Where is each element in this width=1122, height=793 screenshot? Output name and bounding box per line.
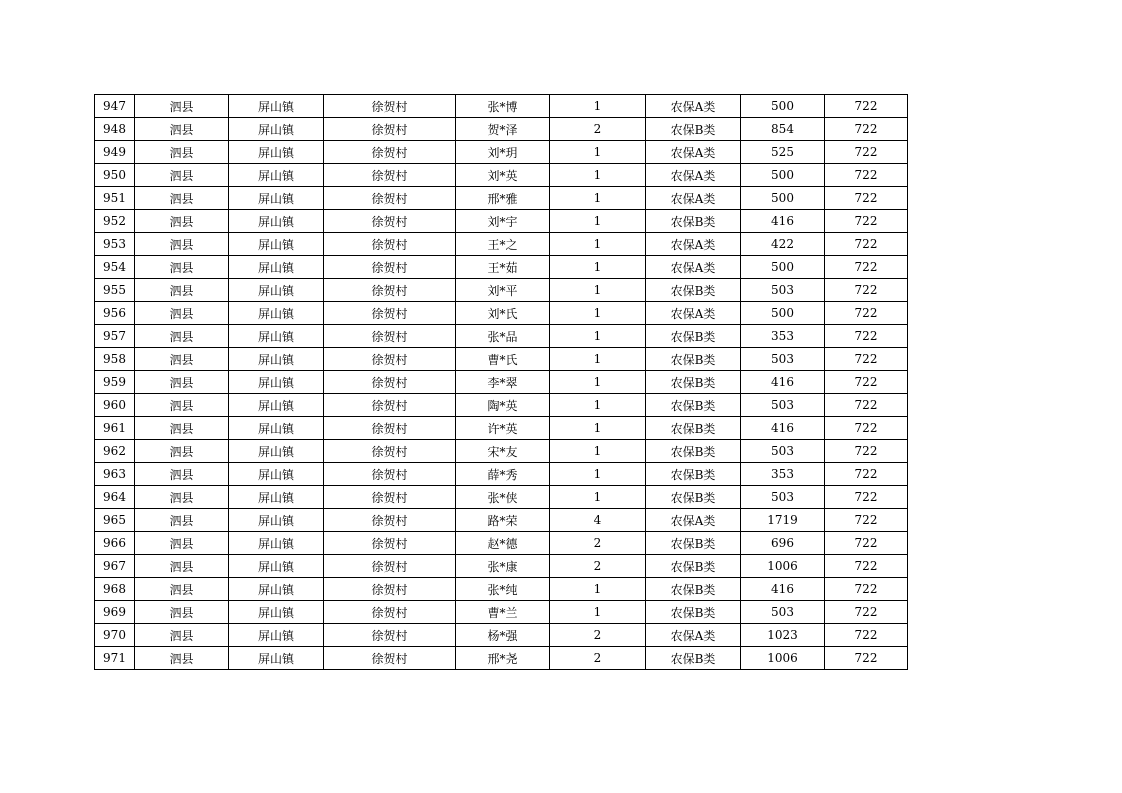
village-cell: 徐贺村 — [324, 440, 456, 463]
table-row — [95, 624, 908, 647]
county-cell: 泗县 — [135, 210, 229, 233]
county-cell: 泗县 — [135, 371, 229, 394]
village-cell: 徐贺村 — [324, 463, 456, 486]
table-row — [95, 532, 908, 555]
household-size-cell: 2 — [550, 647, 646, 670]
amount-cell: 500 — [741, 95, 825, 118]
amount-cell: 500 — [741, 302, 825, 325]
standard-cell: 722 — [825, 578, 908, 601]
insurance-type-cell: 农保B类 — [646, 463, 741, 486]
town-cell: 屏山镇 — [229, 279, 324, 302]
county-cell: 泗县 — [135, 302, 229, 325]
amount-cell: 500 — [741, 187, 825, 210]
amount-cell: 353 — [741, 463, 825, 486]
table-row — [95, 394, 908, 417]
county-cell: 泗县 — [135, 279, 229, 302]
standard-cell: 722 — [825, 187, 908, 210]
amount-cell: 1023 — [741, 624, 825, 647]
household-size-cell: 2 — [550, 118, 646, 141]
roster-table — [94, 94, 908, 670]
row-number-cell: 951 — [95, 187, 135, 210]
amount-cell: 696 — [741, 532, 825, 555]
insurance-type-cell: 农保B类 — [646, 555, 741, 578]
standard-cell: 722 — [825, 302, 908, 325]
standard-cell: 722 — [825, 371, 908, 394]
town-cell: 屏山镇 — [229, 578, 324, 601]
county-cell: 泗县 — [135, 601, 229, 624]
county-cell: 泗县 — [135, 624, 229, 647]
town-cell: 屏山镇 — [229, 256, 324, 279]
row-number-cell: 962 — [95, 440, 135, 463]
household-size-cell: 1 — [550, 164, 646, 187]
insurance-type-cell: 农保B类 — [646, 578, 741, 601]
town-cell: 屏山镇 — [229, 187, 324, 210]
insurance-type-cell: 农保B类 — [646, 279, 741, 302]
insurance-type-cell: 农保B类 — [646, 440, 741, 463]
insurance-type-cell: 农保B类 — [646, 394, 741, 417]
town-cell: 屏山镇 — [229, 233, 324, 256]
name-cell: 张*康 — [456, 555, 550, 578]
village-cell: 徐贺村 — [324, 555, 456, 578]
village-cell: 徐贺村 — [324, 647, 456, 670]
town-cell: 屏山镇 — [229, 164, 324, 187]
town-cell: 屏山镇 — [229, 532, 324, 555]
name-cell: 张*博 — [456, 95, 550, 118]
amount-cell: 503 — [741, 279, 825, 302]
name-cell: 王*之 — [456, 233, 550, 256]
standard-cell: 722 — [825, 555, 908, 578]
table-row — [95, 164, 908, 187]
village-cell: 徐贺村 — [324, 95, 456, 118]
name-cell: 刘*氏 — [456, 302, 550, 325]
village-cell: 徐贺村 — [324, 417, 456, 440]
insurance-type-cell: 农保A类 — [646, 302, 741, 325]
household-size-cell: 1 — [550, 187, 646, 210]
household-size-cell: 4 — [550, 509, 646, 532]
table-row — [95, 95, 908, 118]
household-size-cell: 1 — [550, 302, 646, 325]
table-row — [95, 647, 908, 670]
table-row — [95, 578, 908, 601]
county-cell: 泗县 — [135, 95, 229, 118]
amount-cell: 503 — [741, 394, 825, 417]
county-cell: 泗县 — [135, 509, 229, 532]
household-size-cell: 1 — [550, 601, 646, 624]
row-number-cell: 956 — [95, 302, 135, 325]
row-number-cell: 963 — [95, 463, 135, 486]
household-size-cell: 1 — [550, 578, 646, 601]
county-cell: 泗县 — [135, 141, 229, 164]
village-cell: 徐贺村 — [324, 532, 456, 555]
household-size-cell: 1 — [550, 279, 646, 302]
amount-cell: 503 — [741, 601, 825, 624]
village-cell: 徐贺村 — [324, 394, 456, 417]
household-size-cell: 2 — [550, 624, 646, 647]
table-row — [95, 555, 908, 578]
village-cell: 徐贺村 — [324, 141, 456, 164]
name-cell: 王*茹 — [456, 256, 550, 279]
standard-cell: 722 — [825, 348, 908, 371]
table-row — [95, 509, 908, 532]
household-size-cell: 1 — [550, 141, 646, 164]
county-cell: 泗县 — [135, 256, 229, 279]
amount-cell: 503 — [741, 348, 825, 371]
county-cell: 泗县 — [135, 463, 229, 486]
standard-cell: 722 — [825, 210, 908, 233]
village-cell: 徐贺村 — [324, 601, 456, 624]
name-cell: 张*侠 — [456, 486, 550, 509]
row-number-cell: 952 — [95, 210, 135, 233]
insurance-type-cell: 农保B类 — [646, 210, 741, 233]
table-row — [95, 463, 908, 486]
table-row — [95, 371, 908, 394]
village-cell: 徐贺村 — [324, 578, 456, 601]
household-size-cell: 1 — [550, 325, 646, 348]
county-cell: 泗县 — [135, 325, 229, 348]
town-cell: 屏山镇 — [229, 302, 324, 325]
town-cell: 屏山镇 — [229, 394, 324, 417]
insurance-type-cell: 农保A类 — [646, 164, 741, 187]
insurance-type-cell: 农保B类 — [646, 325, 741, 348]
standard-cell: 722 — [825, 394, 908, 417]
insurance-type-cell: 农保B类 — [646, 532, 741, 555]
town-cell: 屏山镇 — [229, 95, 324, 118]
insurance-type-cell: 农保B类 — [646, 486, 741, 509]
amount-cell: 416 — [741, 371, 825, 394]
row-number-cell: 966 — [95, 532, 135, 555]
household-size-cell: 1 — [550, 486, 646, 509]
name-cell: 刘*英 — [456, 164, 550, 187]
row-number-cell: 971 — [95, 647, 135, 670]
insurance-type-cell: 农保A类 — [646, 624, 741, 647]
name-cell: 许*英 — [456, 417, 550, 440]
name-cell: 赵*德 — [456, 532, 550, 555]
town-cell: 屏山镇 — [229, 555, 324, 578]
insurance-type-cell: 农保A类 — [646, 256, 741, 279]
amount-cell: 503 — [741, 440, 825, 463]
table-row — [95, 302, 908, 325]
town-cell: 屏山镇 — [229, 647, 324, 670]
table-row — [95, 417, 908, 440]
table-row — [95, 440, 908, 463]
table-row — [95, 210, 908, 233]
row-number-cell: 970 — [95, 624, 135, 647]
county-cell: 泗县 — [135, 164, 229, 187]
standard-cell: 722 — [825, 509, 908, 532]
town-cell: 屏山镇 — [229, 141, 324, 164]
insurance-type-cell: 农保A类 — [646, 95, 741, 118]
roster-table-container — [94, 94, 908, 670]
table-row — [95, 118, 908, 141]
table-row — [95, 256, 908, 279]
amount-cell: 854 — [741, 118, 825, 141]
village-cell: 徐贺村 — [324, 118, 456, 141]
row-number-cell: 953 — [95, 233, 135, 256]
name-cell: 刘*宇 — [456, 210, 550, 233]
standard-cell: 722 — [825, 440, 908, 463]
village-cell: 徐贺村 — [324, 325, 456, 348]
row-number-cell: 947 — [95, 95, 135, 118]
village-cell: 徐贺村 — [324, 187, 456, 210]
village-cell: 徐贺村 — [324, 210, 456, 233]
row-number-cell: 967 — [95, 555, 135, 578]
household-size-cell: 1 — [550, 440, 646, 463]
row-number-cell: 969 — [95, 601, 135, 624]
name-cell: 曹*兰 — [456, 601, 550, 624]
county-cell: 泗县 — [135, 187, 229, 210]
insurance-type-cell: 农保B类 — [646, 118, 741, 141]
table-row — [95, 141, 908, 164]
name-cell: 贺*泽 — [456, 118, 550, 141]
standard-cell: 722 — [825, 95, 908, 118]
county-cell: 泗县 — [135, 118, 229, 141]
name-cell: 路*荣 — [456, 509, 550, 532]
amount-cell: 422 — [741, 233, 825, 256]
row-number-cell: 958 — [95, 348, 135, 371]
row-number-cell: 968 — [95, 578, 135, 601]
amount-cell: 1006 — [741, 647, 825, 670]
county-cell: 泗县 — [135, 578, 229, 601]
village-cell: 徐贺村 — [324, 371, 456, 394]
name-cell: 邢*尧 — [456, 647, 550, 670]
table-body — [95, 95, 908, 670]
insurance-type-cell: 农保A类 — [646, 187, 741, 210]
table-row — [95, 325, 908, 348]
name-cell: 刘*玥 — [456, 141, 550, 164]
insurance-type-cell: 农保B类 — [646, 348, 741, 371]
household-size-cell: 1 — [550, 233, 646, 256]
household-size-cell: 2 — [550, 532, 646, 555]
town-cell: 屏山镇 — [229, 440, 324, 463]
insurance-type-cell: 农保B类 — [646, 601, 741, 624]
household-size-cell: 1 — [550, 95, 646, 118]
standard-cell: 722 — [825, 601, 908, 624]
table-row — [95, 486, 908, 509]
household-size-cell: 1 — [550, 256, 646, 279]
row-number-cell: 954 — [95, 256, 135, 279]
standard-cell: 722 — [825, 325, 908, 348]
row-number-cell: 961 — [95, 417, 135, 440]
town-cell: 屏山镇 — [229, 417, 324, 440]
insurance-type-cell: 农保A类 — [646, 141, 741, 164]
table-row — [95, 233, 908, 256]
village-cell: 徐贺村 — [324, 233, 456, 256]
insurance-type-cell: 农保B类 — [646, 647, 741, 670]
amount-cell: 416 — [741, 417, 825, 440]
name-cell: 刘*平 — [456, 279, 550, 302]
amount-cell: 500 — [741, 164, 825, 187]
household-size-cell: 1 — [550, 210, 646, 233]
town-cell: 屏山镇 — [229, 509, 324, 532]
amount-cell: 525 — [741, 141, 825, 164]
insurance-type-cell: 农保B类 — [646, 371, 741, 394]
row-number-cell: 960 — [95, 394, 135, 417]
standard-cell: 722 — [825, 486, 908, 509]
name-cell: 杨*强 — [456, 624, 550, 647]
row-number-cell: 964 — [95, 486, 135, 509]
village-cell: 徐贺村 — [324, 256, 456, 279]
name-cell: 李*翠 — [456, 371, 550, 394]
amount-cell: 353 — [741, 325, 825, 348]
county-cell: 泗县 — [135, 532, 229, 555]
village-cell: 徐贺村 — [324, 279, 456, 302]
standard-cell: 722 — [825, 118, 908, 141]
row-number-cell: 965 — [95, 509, 135, 532]
county-cell: 泗县 — [135, 486, 229, 509]
row-number-cell: 957 — [95, 325, 135, 348]
row-number-cell: 949 — [95, 141, 135, 164]
household-size-cell: 1 — [550, 463, 646, 486]
town-cell: 屏山镇 — [229, 325, 324, 348]
table-row — [95, 601, 908, 624]
name-cell: 张*纯 — [456, 578, 550, 601]
village-cell: 徐贺村 — [324, 348, 456, 371]
town-cell: 屏山镇 — [229, 463, 324, 486]
standard-cell: 722 — [825, 256, 908, 279]
name-cell: 邢*雅 — [456, 187, 550, 210]
name-cell: 薛*秀 — [456, 463, 550, 486]
household-size-cell: 1 — [550, 394, 646, 417]
village-cell: 徐贺村 — [324, 302, 456, 325]
standard-cell: 722 — [825, 141, 908, 164]
county-cell: 泗县 — [135, 348, 229, 371]
town-cell: 屏山镇 — [229, 118, 324, 141]
standard-cell: 722 — [825, 279, 908, 302]
town-cell: 屏山镇 — [229, 210, 324, 233]
name-cell: 张*品 — [456, 325, 550, 348]
county-cell: 泗县 — [135, 647, 229, 670]
standard-cell: 722 — [825, 647, 908, 670]
standard-cell: 722 — [825, 233, 908, 256]
amount-cell: 500 — [741, 256, 825, 279]
standard-cell: 722 — [825, 463, 908, 486]
county-cell: 泗县 — [135, 440, 229, 463]
household-size-cell: 2 — [550, 555, 646, 578]
village-cell: 徐贺村 — [324, 624, 456, 647]
village-cell: 徐贺村 — [324, 164, 456, 187]
amount-cell: 503 — [741, 486, 825, 509]
table-row — [95, 279, 908, 302]
town-cell: 屏山镇 — [229, 601, 324, 624]
row-number-cell: 950 — [95, 164, 135, 187]
insurance-type-cell: 农保A类 — [646, 509, 741, 532]
name-cell: 曹*氏 — [456, 348, 550, 371]
name-cell: 宋*友 — [456, 440, 550, 463]
standard-cell: 722 — [825, 417, 908, 440]
row-number-cell: 959 — [95, 371, 135, 394]
amount-cell: 416 — [741, 210, 825, 233]
county-cell: 泗县 — [135, 233, 229, 256]
town-cell: 屏山镇 — [229, 348, 324, 371]
town-cell: 屏山镇 — [229, 486, 324, 509]
county-cell: 泗县 — [135, 555, 229, 578]
county-cell: 泗县 — [135, 417, 229, 440]
town-cell: 屏山镇 — [229, 371, 324, 394]
insurance-type-cell: 农保B类 — [646, 417, 741, 440]
table-row — [95, 187, 908, 210]
town-cell: 屏山镇 — [229, 624, 324, 647]
household-size-cell: 1 — [550, 348, 646, 371]
insurance-type-cell: 农保A类 — [646, 233, 741, 256]
village-cell: 徐贺村 — [324, 509, 456, 532]
amount-cell: 1719 — [741, 509, 825, 532]
amount-cell: 416 — [741, 578, 825, 601]
standard-cell: 722 — [825, 532, 908, 555]
table-row — [95, 348, 908, 371]
county-cell: 泗县 — [135, 394, 229, 417]
household-size-cell: 1 — [550, 371, 646, 394]
standard-cell: 722 — [825, 624, 908, 647]
amount-cell: 1006 — [741, 555, 825, 578]
household-size-cell: 1 — [550, 417, 646, 440]
standard-cell: 722 — [825, 164, 908, 187]
name-cell: 陶*英 — [456, 394, 550, 417]
village-cell: 徐贺村 — [324, 486, 456, 509]
row-number-cell: 948 — [95, 118, 135, 141]
row-number-cell: 955 — [95, 279, 135, 302]
